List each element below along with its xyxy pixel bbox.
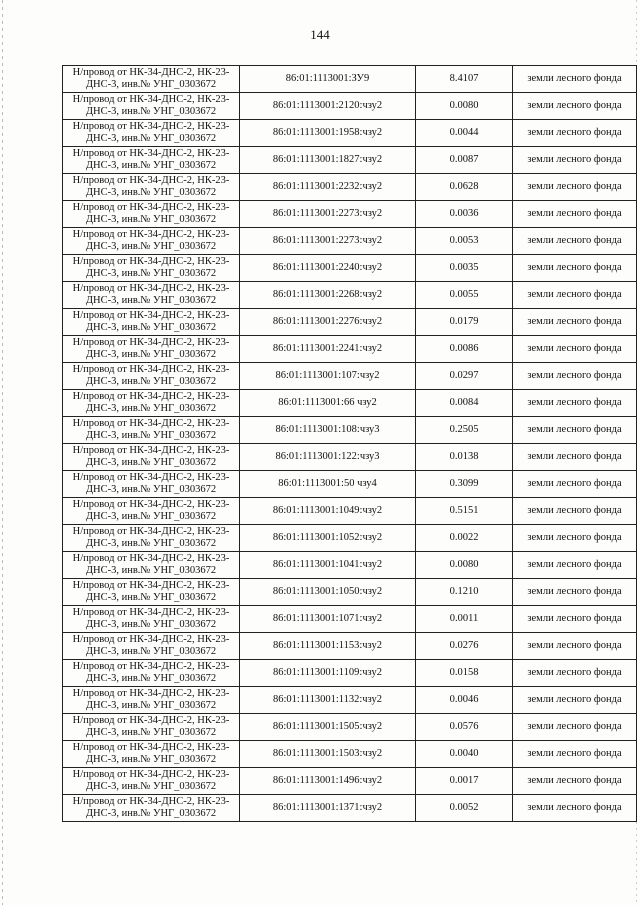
object-name-line1: Н/провод от НК-34-ДНС-2, НК-23- <box>72 337 230 348</box>
object-name-cell <box>63 120 240 147</box>
area-cell: 0.1210 <box>416 579 513 606</box>
land-category-cell: земли лесного фонда <box>513 579 637 606</box>
object-name-line2: ДНС-3, инв.№ УНГ_0303672 <box>85 673 217 684</box>
area-cell: 0.0011 <box>416 606 513 633</box>
table-row <box>63 471 637 498</box>
cadastral-number-cell: 86:01:1113001:2241:чзу2 <box>240 336 416 363</box>
object-name-cell <box>63 714 240 741</box>
cadastral-number-cell: 86:01:1113001:50 чзу4 <box>240 471 416 498</box>
cadastral-number-cell: 86:01:1113001:1505:чзу2 <box>240 714 416 741</box>
land-category-cell: земли лесного фонда <box>513 444 637 471</box>
area-cell: 0.2505 <box>416 417 513 444</box>
object-name-line1: Н/провод от НК-34-ДНС-2, НК-23- <box>72 94 230 105</box>
area-cell: 0.0138 <box>416 444 513 471</box>
object-name-line2: ДНС-3, инв.№ УНГ_0303672 <box>85 808 217 819</box>
object-name-line2: ДНС-3, инв.№ УНГ_0303672 <box>85 511 217 522</box>
area-cell: 0.0276 <box>416 633 513 660</box>
cadastral-number-cell: 86:01:1113001:2120:чзу2 <box>240 93 416 120</box>
area-cell: 0.0576 <box>416 714 513 741</box>
object-name-line2: ДНС-3, инв.№ УНГ_0303672 <box>85 268 217 279</box>
object-name-line2: ДНС-3, инв.№ УНГ_0303672 <box>85 214 217 225</box>
object-name-line1: Н/провод от НК-34-ДНС-2, НК-23- <box>72 661 230 672</box>
cadastral-number-cell: 86:01:1113001:108:чзу3 <box>240 417 416 444</box>
table-row <box>63 633 637 660</box>
land-category-cell: земли лесного фонда <box>513 120 637 147</box>
table-row <box>63 228 637 255</box>
object-name-cell <box>63 390 240 417</box>
object-name-cell <box>63 228 240 255</box>
cadastral-number-cell: 86:01:1113001:1050:чзу2 <box>240 579 416 606</box>
cadastral-number-cell: 86:01:1113001:1109:чзу2 <box>240 660 416 687</box>
land-category-cell: земли лесного фонда <box>513 795 637 822</box>
cadastral-number-cell: 86:01:1113001:ЗУ9 <box>240 66 416 93</box>
cadastral-number-cell: 86:01:1113001:2232:чзу2 <box>240 174 416 201</box>
object-name-line1: Н/провод от НК-34-ДНС-2, НК-23- <box>72 526 230 537</box>
object-name-line2: ДНС-3, инв.№ УНГ_0303672 <box>85 592 217 603</box>
object-name-cell <box>63 471 240 498</box>
object-name-line1: Н/провод от НК-34-ДНС-2, НК-23- <box>72 796 230 807</box>
cadastral-number-cell: 86:01:1113001:2276:чзу2 <box>240 309 416 336</box>
area-cell: 0.0084 <box>416 390 513 417</box>
area-cell: 0.0158 <box>416 660 513 687</box>
cadastral-number-cell: 86:01:1113001:1958:чзу2 <box>240 120 416 147</box>
object-name-line1: Н/провод от НК-34-ДНС-2, НК-23- <box>72 148 230 159</box>
land-plots-table <box>62 65 637 822</box>
object-name-line2: ДНС-3, инв.№ УНГ_0303672 <box>85 106 217 117</box>
table-row <box>63 201 637 228</box>
table-row <box>63 498 637 525</box>
table-row <box>63 525 637 552</box>
object-name-line1: Н/провод от НК-34-ДНС-2, НК-23- <box>72 121 230 132</box>
object-name-line1: Н/провод от НК-34-ДНС-2, НК-23- <box>72 769 230 780</box>
object-name-line2: ДНС-3, инв.№ УНГ_0303672 <box>85 295 217 306</box>
object-name-line2: ДНС-3, инв.№ УНГ_0303672 <box>85 430 217 441</box>
object-name-line2: ДНС-3, инв.№ УНГ_0303672 <box>85 619 217 630</box>
object-name-line1: Н/провод от НК-34-ДНС-2, НК-23- <box>72 634 230 645</box>
land-category-cell: земли лесного фонда <box>513 471 637 498</box>
cadastral-number-cell: 86:01:1113001:1052:чзу2 <box>240 525 416 552</box>
area-cell: 0.0022 <box>416 525 513 552</box>
cadastral-number-cell: 86:01:1113001:1153:чзу2 <box>240 633 416 660</box>
object-name-cell <box>63 66 240 93</box>
object-name-line2: ДНС-3, инв.№ УНГ_0303672 <box>85 403 217 414</box>
object-name-cell <box>63 336 240 363</box>
area-cell: 0.0046 <box>416 687 513 714</box>
cadastral-number-cell: 86:01:1113001:2268:чзу2 <box>240 282 416 309</box>
object-name-cell <box>63 417 240 444</box>
cadastral-number-cell: 86:01:1113001:66 чзу2 <box>240 390 416 417</box>
object-name-line2: ДНС-3, инв.№ УНГ_0303672 <box>85 349 217 360</box>
object-name-cell <box>63 255 240 282</box>
table-row <box>63 282 637 309</box>
land-category-cell: земли лесного фонда <box>513 147 637 174</box>
land-category-cell: земли лесного фонда <box>513 498 637 525</box>
table-row <box>63 741 637 768</box>
area-cell: 0.0087 <box>416 147 513 174</box>
land-category-cell: земли лесного фонда <box>513 606 637 633</box>
object-name-cell <box>63 525 240 552</box>
table-row <box>63 660 637 687</box>
land-category-cell: земли лесного фонда <box>513 660 637 687</box>
area-cell: 0.0036 <box>416 201 513 228</box>
object-name-line2: ДНС-3, инв.№ УНГ_0303672 <box>85 457 217 468</box>
object-name-line2: ДНС-3, инв.№ УНГ_0303672 <box>85 538 217 549</box>
object-name-cell <box>63 174 240 201</box>
table-row <box>63 255 637 282</box>
area-cell: 0.0053 <box>416 228 513 255</box>
table-row <box>63 147 637 174</box>
object-name-line2: ДНС-3, инв.№ УНГ_0303672 <box>85 133 217 144</box>
object-name-line1: Н/провод от НК-34-ДНС-2, НК-23- <box>72 580 230 591</box>
object-name-cell <box>63 633 240 660</box>
object-name-line1: Н/провод от НК-34-ДНС-2, НК-23- <box>72 499 230 510</box>
land-category-cell: земли лесного фонда <box>513 174 637 201</box>
table-row <box>63 417 637 444</box>
land-category-cell: земли лесного фонда <box>513 363 637 390</box>
object-name-cell <box>63 768 240 795</box>
object-name-line1: Н/провод от НК-34-ДНС-2, НК-23- <box>72 445 230 456</box>
cadastral-number-cell: 86:01:1113001:2273:чзу2 <box>240 228 416 255</box>
object-name-cell <box>63 93 240 120</box>
table-row <box>63 444 637 471</box>
area-cell: 0.0080 <box>416 552 513 579</box>
object-name-line1: Н/провод от НК-34-ДНС-2, НК-23- <box>72 607 230 618</box>
object-name-cell <box>63 498 240 525</box>
area-cell: 0.0044 <box>416 120 513 147</box>
land-category-cell: земли лесного фонда <box>513 741 637 768</box>
object-name-line1: Н/провод от НК-34-ДНС-2, НК-23- <box>72 742 230 753</box>
table-row <box>63 552 637 579</box>
land-category-cell: земли лесного фонда <box>513 768 637 795</box>
table-body <box>63 66 637 822</box>
area-cell: 0.5151 <box>416 498 513 525</box>
area-cell: 0.0035 <box>416 255 513 282</box>
cadastral-number-cell: 86:01:1113001:1371:чзу2 <box>240 795 416 822</box>
land-category-cell: земли лесного фонда <box>513 390 637 417</box>
object-name-line1: Н/провод от НК-34-ДНС-2, НК-23- <box>72 67 230 78</box>
area-cell: 0.0017 <box>416 768 513 795</box>
object-name-cell <box>63 579 240 606</box>
object-name-line1: Н/провод от НК-34-ДНС-2, НК-23- <box>72 283 230 294</box>
area-cell: 0.0179 <box>416 309 513 336</box>
object-name-cell <box>63 741 240 768</box>
object-name-line2: ДНС-3, инв.№ УНГ_0303672 <box>85 754 217 765</box>
cadastral-number-cell: 86:01:1113001:1503:чзу2 <box>240 741 416 768</box>
table-row <box>63 390 637 417</box>
land-category-cell: земли лесного фонда <box>513 309 637 336</box>
table-row <box>63 66 637 93</box>
table-row <box>63 363 637 390</box>
land-category-cell: земли лесного фонда <box>513 228 637 255</box>
table-row <box>63 606 637 633</box>
cadastral-number-cell: 86:01:1113001:1132:чзу2 <box>240 687 416 714</box>
object-name-cell <box>63 687 240 714</box>
object-name-cell <box>63 282 240 309</box>
cadastral-number-cell: 86:01:1113001:2240:чзу2 <box>240 255 416 282</box>
area-cell: 0.0080 <box>416 93 513 120</box>
page-number: 144 <box>310 27 330 42</box>
land-category-cell: земли лесного фонда <box>513 714 637 741</box>
table-row <box>63 309 637 336</box>
table-row <box>63 336 637 363</box>
object-name-line2: ДНС-3, инв.№ УНГ_0303672 <box>85 376 217 387</box>
object-name-line2: ДНС-3, инв.№ УНГ_0303672 <box>85 79 217 90</box>
land-category-cell: земли лесного фонда <box>513 552 637 579</box>
cadastral-number-cell: 86:01:1113001:1071:чзу2 <box>240 606 416 633</box>
object-name-line1: Н/провод от НК-34-ДНС-2, НК-23- <box>72 310 230 321</box>
cadastral-number-cell: 86:01:1113001:1827:чзу2 <box>240 147 416 174</box>
object-name-line2: ДНС-3, инв.№ УНГ_0303672 <box>85 565 217 576</box>
object-name-line1: Н/провод от НК-34-ДНС-2, НК-23- <box>72 175 230 186</box>
object-name-line2: ДНС-3, инв.№ УНГ_0303672 <box>85 187 217 198</box>
object-name-cell <box>63 606 240 633</box>
object-name-line1: Н/провод от НК-34-ДНС-2, НК-23- <box>72 364 230 375</box>
cadastral-number-cell: 86:01:1113001:1041:чзу2 <box>240 552 416 579</box>
object-name-line2: ДНС-3, инв.№ УНГ_0303672 <box>85 700 217 711</box>
land-category-cell: земли лесного фонда <box>513 336 637 363</box>
area-cell: 0.0086 <box>416 336 513 363</box>
object-name-line2: ДНС-3, инв.№ УНГ_0303672 <box>85 781 217 792</box>
object-name-cell <box>63 147 240 174</box>
object-name-line2: ДНС-3, инв.№ УНГ_0303672 <box>85 160 217 171</box>
object-name-cell <box>63 660 240 687</box>
land-category-cell: земли лесного фонда <box>513 93 637 120</box>
object-name-line1: Н/провод от НК-34-ДНС-2, НК-23- <box>72 688 230 699</box>
object-name-line2: ДНС-3, инв.№ УНГ_0303672 <box>85 484 217 495</box>
area-cell: 0.3099 <box>416 471 513 498</box>
table-row <box>63 768 637 795</box>
object-name-line1: Н/провод от НК-34-ДНС-2, НК-23- <box>72 715 230 726</box>
table-row <box>63 174 637 201</box>
object-name-line1: Н/провод от НК-34-ДНС-2, НК-23- <box>72 472 230 483</box>
land-category-cell: земли лесного фонда <box>513 282 637 309</box>
table-row <box>63 795 637 822</box>
object-name-line2: ДНС-3, инв.№ УНГ_0303672 <box>85 322 217 333</box>
object-name-cell <box>63 201 240 228</box>
object-name-cell <box>63 363 240 390</box>
area-cell: 8.4107 <box>416 66 513 93</box>
object-name-cell <box>63 552 240 579</box>
table-row <box>63 579 637 606</box>
land-category-cell: земли лесного фонда <box>513 525 637 552</box>
object-name-line2: ДНС-3, инв.№ УНГ_0303672 <box>85 727 217 738</box>
cadastral-number-cell: 86:01:1113001:2273:чзу2 <box>240 201 416 228</box>
area-cell: 0.0628 <box>416 174 513 201</box>
land-category-cell: земли лесного фонда <box>513 633 637 660</box>
object-name-line1: Н/провод от НК-34-ДНС-2, НК-23- <box>72 256 230 267</box>
object-name-line2: ДНС-3, инв.№ УНГ_0303672 <box>85 646 217 657</box>
area-cell: 0.0297 <box>416 363 513 390</box>
object-name-cell <box>63 444 240 471</box>
area-cell: 0.0040 <box>416 741 513 768</box>
object-name-line1: Н/провод от НК-34-ДНС-2, НК-23- <box>72 391 230 402</box>
object-name-line2: ДНС-3, инв.№ УНГ_0303672 <box>85 241 217 252</box>
land-category-cell: земли лесного фонда <box>513 255 637 282</box>
object-name-cell <box>63 795 240 822</box>
land-category-cell: земли лесного фонда <box>513 201 637 228</box>
cadastral-number-cell: 86:01:1113001:107:чзу2 <box>240 363 416 390</box>
table-row <box>63 120 637 147</box>
scan-edge-left <box>2 0 3 905</box>
table-row <box>63 714 637 741</box>
table-row <box>63 687 637 714</box>
cadastral-number-cell: 86:01:1113001:1496:чзу2 <box>240 768 416 795</box>
land-category-cell: земли лесного фонда <box>513 66 637 93</box>
area-cell: 0.0052 <box>416 795 513 822</box>
object-name-line1: Н/провод от НК-34-ДНС-2, НК-23- <box>72 229 230 240</box>
object-name-line1: Н/провод от НК-34-ДНС-2, НК-23- <box>72 202 230 213</box>
land-category-cell: земли лесного фонда <box>513 417 637 444</box>
area-cell: 0.0055 <box>416 282 513 309</box>
object-name-cell <box>63 309 240 336</box>
table-row <box>63 93 637 120</box>
object-name-line1: Н/провод от НК-34-ДНС-2, НК-23- <box>72 553 230 564</box>
cadastral-number-cell: 86:01:1113001:1049:чзу2 <box>240 498 416 525</box>
land-category-cell: земли лесного фонда <box>513 687 637 714</box>
object-name-line1: Н/провод от НК-34-ДНС-2, НК-23- <box>72 418 230 429</box>
cadastral-number-cell: 86:01:1113001:122:чзу3 <box>240 444 416 471</box>
